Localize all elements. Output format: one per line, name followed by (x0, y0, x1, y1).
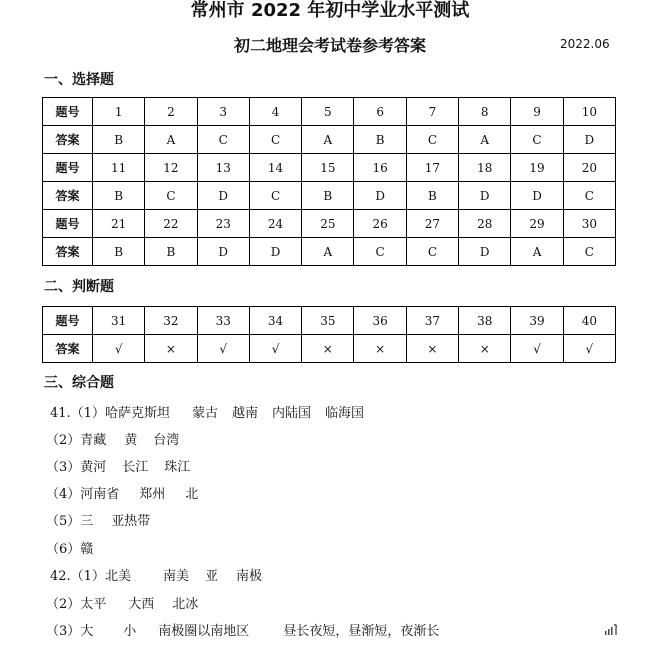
answer-segment: （2）太平 (46, 597, 107, 612)
answer-segment: 蒙古 (191, 406, 218, 421)
question-number-cell: 8 (459, 98, 511, 126)
answer-cell: B (93, 182, 145, 210)
question-number-cell: 14 (249, 154, 301, 182)
answer-segment: 长江 (122, 460, 149, 475)
answer-cell: B (93, 238, 145, 266)
answer-cell: C (197, 126, 249, 154)
answer-line (46, 486, 202, 504)
answer-segment: 黄 (124, 433, 138, 448)
section-comprehensive-title: 三、综合题 (44, 375, 114, 391)
row-label-answer: 答案 (43, 238, 93, 266)
answer-segment: 亚热带 (111, 514, 151, 529)
question-number-cell: 11 (93, 154, 145, 182)
question-number-cell: 10 (563, 98, 615, 126)
answer-cell: C (354, 238, 406, 266)
question-number-cell: 27 (406, 210, 458, 238)
signal-mark-icon (604, 622, 620, 636)
answer-segment: 小 (123, 624, 137, 639)
question-number-cell: 24 (249, 210, 301, 238)
answer-cell: √ (249, 335, 301, 363)
answer-segment: 41.（1）哈萨克斯坦 (50, 406, 170, 421)
question-number-cell: 6 (354, 98, 406, 126)
answer-cell: D (197, 238, 249, 266)
answer-cell: C (511, 126, 563, 154)
question-number-cell: 33 (197, 307, 249, 335)
answer-cell: A (145, 126, 197, 154)
question-number-cell: 29 (511, 210, 563, 238)
answer-segment: （4）河南省 (46, 487, 120, 502)
question-number-row (43, 98, 616, 126)
answer-segment: 亚 (204, 569, 218, 584)
answer-line (46, 513, 154, 531)
question-number-cell: 32 (145, 307, 197, 335)
question-number-cell: 37 (406, 307, 458, 335)
answer-segment: 珠江 (164, 460, 191, 475)
answer-cell: B (145, 238, 197, 266)
answer-segment: 台湾 (153, 433, 180, 448)
question-number-cell: 35 (302, 307, 354, 335)
question-number-cell: 19 (511, 154, 563, 182)
answer-cell: D (459, 182, 511, 210)
answer-row (43, 182, 616, 210)
question-number-cell: 16 (354, 154, 406, 182)
answer-segment: 北 (185, 487, 199, 502)
answer-row (43, 126, 616, 154)
answer-segment: （3）黄河 (46, 460, 107, 475)
question-number-row (43, 210, 616, 238)
answer-cell: D (459, 238, 511, 266)
answer-segment: 南极圈以南地区 (158, 624, 250, 639)
question-number-cell: 40 (563, 307, 615, 335)
answer-line (46, 541, 97, 559)
answer-cell: × (459, 335, 511, 363)
answer-cell: D (249, 238, 301, 266)
answer-line (46, 432, 183, 450)
answer-segment: 越南 (231, 406, 258, 421)
doc-subtitle: 初二地理会考试卷参考答案 (233, 36, 426, 55)
answer-cell: × (406, 335, 458, 363)
question-number-cell: 39 (511, 307, 563, 335)
answer-segment: 南极 (235, 569, 262, 584)
question-number-cell: 34 (249, 307, 301, 335)
answer-cell: C (249, 182, 301, 210)
choice-answer-table (42, 97, 616, 266)
answer-segment: 北冰 (172, 597, 199, 612)
question-number-cell: 18 (459, 154, 511, 182)
question-number-cell: 15 (302, 154, 354, 182)
answer-segment: （5）三 (46, 514, 94, 529)
answer-segment: 昼长夜短，昼渐短，夜渐长 (283, 624, 440, 639)
question-number-row (43, 154, 616, 182)
answer-segment: （2）青藏 (46, 433, 107, 448)
answer-cell: √ (563, 335, 615, 363)
question-number-cell: 13 (197, 154, 249, 182)
row-label-question: 题号 (43, 98, 93, 126)
question-number-cell: 22 (145, 210, 197, 238)
answer-line (46, 459, 194, 477)
question-number-cell: 21 (93, 210, 145, 238)
question-number-row (43, 307, 616, 335)
row-label-question: 题号 (43, 307, 93, 335)
answer-line (46, 623, 443, 641)
answer-cell: √ (511, 335, 563, 363)
question-number-cell: 5 (302, 98, 354, 126)
answer-cell: A (302, 238, 354, 266)
question-number-cell: 9 (511, 98, 563, 126)
answer-cell: C (563, 182, 615, 210)
row-label-answer: 答案 (43, 335, 93, 363)
answer-cell: C (145, 182, 197, 210)
answer-cell: C (249, 126, 301, 154)
answer-segment: 临海国 (325, 406, 365, 421)
answer-cell: D (197, 182, 249, 210)
question-number-cell: 38 (459, 307, 511, 335)
answer-cell: × (302, 335, 354, 363)
question-number-cell: 2 (145, 98, 197, 126)
answer-cell: √ (93, 335, 145, 363)
section-choice-title: 一、选择题 (44, 72, 114, 88)
answer-line (46, 596, 202, 614)
answer-segment: 南美 (162, 569, 189, 584)
answer-cell: D (563, 126, 615, 154)
judge-answer-table (42, 306, 616, 363)
answer-cell: C (563, 238, 615, 266)
answer-cell: A (459, 126, 511, 154)
answer-cell: × (354, 335, 406, 363)
answer-cell: D (354, 182, 406, 210)
question-number-cell: 3 (197, 98, 249, 126)
row-label-answer: 答案 (43, 182, 93, 210)
answer-segment: 郑州 (139, 487, 166, 502)
question-number-cell: 7 (406, 98, 458, 126)
answer-line (50, 568, 266, 586)
answer-cell: × (145, 335, 197, 363)
doc-date: 2022.06 (560, 37, 610, 51)
answer-row (43, 335, 616, 363)
section-judge-title: 二、判断题 (44, 279, 114, 295)
answer-cell: D (511, 182, 563, 210)
question-number-cell: 28 (459, 210, 511, 238)
question-number-cell: 20 (563, 154, 615, 182)
question-number-cell: 1 (93, 98, 145, 126)
answer-segment: 42.（1）北美 (50, 569, 131, 584)
answer-row (43, 238, 616, 266)
answer-cell: A (302, 126, 354, 154)
question-number-cell: 4 (249, 98, 301, 126)
answer-segment: 内陆国 (271, 406, 311, 421)
answer-cell: A (511, 238, 563, 266)
row-label-question: 题号 (43, 210, 93, 238)
answer-line (50, 405, 368, 423)
answer-segment: （6）赣 (46, 542, 94, 557)
question-number-cell: 25 (302, 210, 354, 238)
question-number-cell: 26 (354, 210, 406, 238)
question-number-cell: 31 (93, 307, 145, 335)
question-number-cell: 30 (563, 210, 615, 238)
question-number-cell: 12 (145, 154, 197, 182)
answer-segment: （3）大 (46, 624, 94, 639)
answer-cell: B (354, 126, 406, 154)
question-number-cell: 36 (354, 307, 406, 335)
answer-cell: B (406, 182, 458, 210)
answer-cell: C (406, 126, 458, 154)
answer-cell: C (406, 238, 458, 266)
row-label-question: 题号 (43, 154, 93, 182)
answer-cell: B (302, 182, 354, 210)
answer-cell: √ (197, 335, 249, 363)
question-number-cell: 23 (197, 210, 249, 238)
row-label-answer: 答案 (43, 126, 93, 154)
answer-segment: 大西 (128, 597, 155, 612)
question-number-cell: 17 (406, 154, 458, 182)
doc-title: 常州市 2022 年初中学业水平测试 (190, 0, 470, 21)
answer-cell: B (93, 126, 145, 154)
